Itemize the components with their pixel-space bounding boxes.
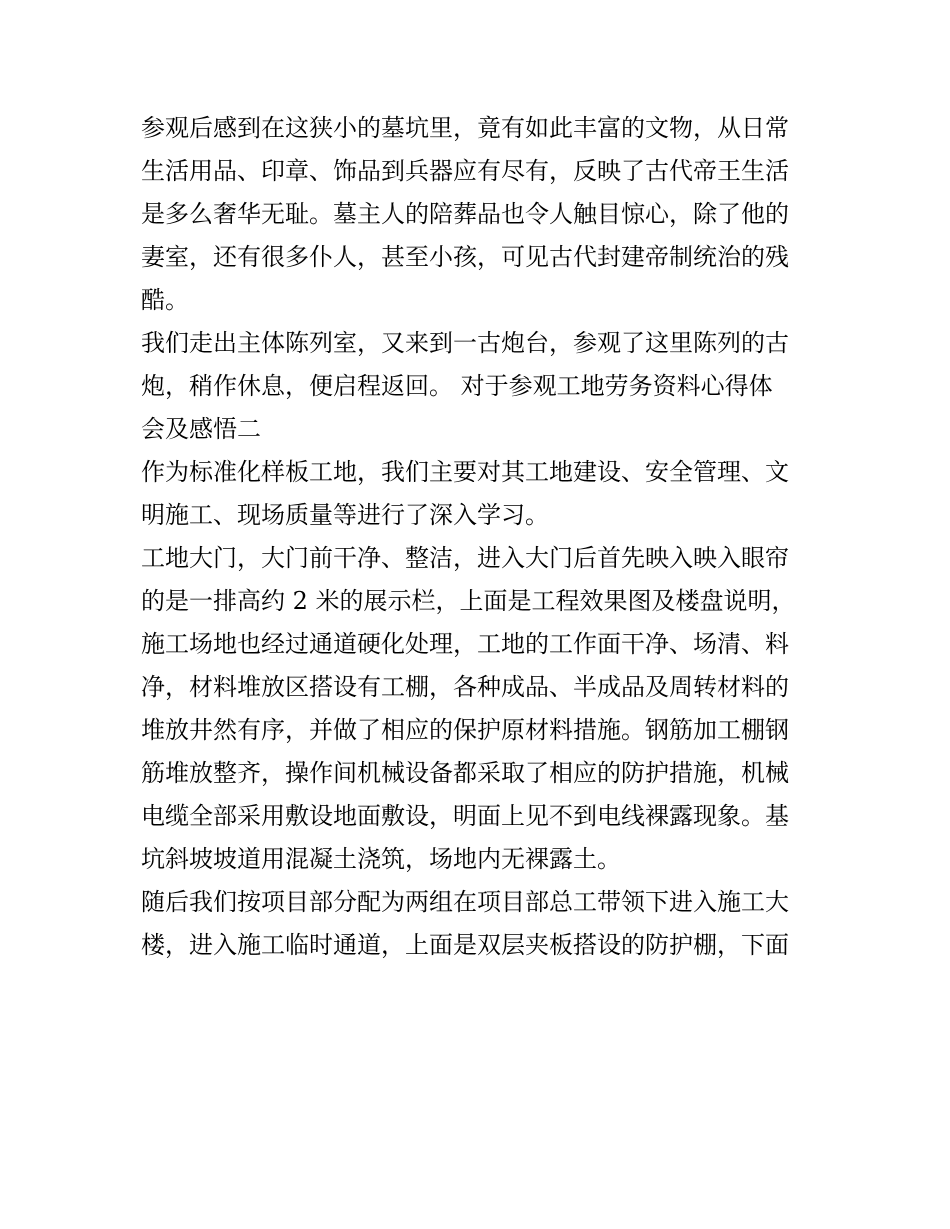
text-line: 参观后感到在这狭小的墓坑里，竟有如此丰富的文物，从日常: [141, 114, 789, 142]
text-line: 是多么奢华无耻。墓主人的陪葬品也令人触目惊心，除了他的: [141, 200, 789, 228]
text-line: 电缆全部采用敷设地面敷设，明面上见不到电线裸露现象。基: [141, 802, 789, 830]
text-line: 作为标准化样板工地，我们主要对其工地建设、安全管理、文: [141, 458, 789, 486]
text-line: 坑斜坡坡道用混凝土浇筑，场地内无裸露土。: [141, 845, 621, 873]
text-line: 堆放井然有序，并做了相应的保护原材料措施。钢筋加工棚钢: [141, 716, 789, 744]
text-line: 明施工、现场质量等进行了深入学习。: [141, 501, 549, 529]
text-line: 施工场地也经过通道硬化处理，工地的工作面干净、场清、料: [141, 630, 789, 658]
text-line: 酷。: [141, 286, 189, 314]
text-line: 随后我们按项目部分配为两组在项目部总工带领下进入施工大: [141, 888, 789, 916]
text-line: 筋堆放整齐，操作间机械设备都采取了相应的防护措施，机械: [141, 759, 789, 787]
text-line: 的是一排高约 2 米的展示栏，上面是工程效果图及楼盘说明，: [141, 587, 796, 615]
text-line: 妻室，还有很多仆人，甚至小孩，可见古代封建帝制统治的残: [141, 243, 789, 271]
document-body: [141, 107, 811, 967]
text-line: 我们走出主体陈列室，又来到一古炮台，参观了这里陈列的古: [141, 329, 789, 357]
text-line: 会及感悟二: [141, 415, 261, 443]
text-line: 工地大门，大门前干净、整洁，进入大门后首先映入映入眼帘: [141, 544, 789, 572]
text-line: 炮，稍作休息，便启程返回。 对于参观工地劳务资料心得体: [141, 372, 773, 400]
text-line: 净，材料堆放区搭设有工棚，各种成品、半成品及周转材料的: [141, 673, 789, 701]
text-line: 生活用品、印章、饰品到兵器应有尽有，反映了古代帝王生活: [141, 157, 789, 185]
text-line: 楼，进入施工临时通道，上面是双层夹板搭设的防护棚，下面: [141, 931, 789, 959]
